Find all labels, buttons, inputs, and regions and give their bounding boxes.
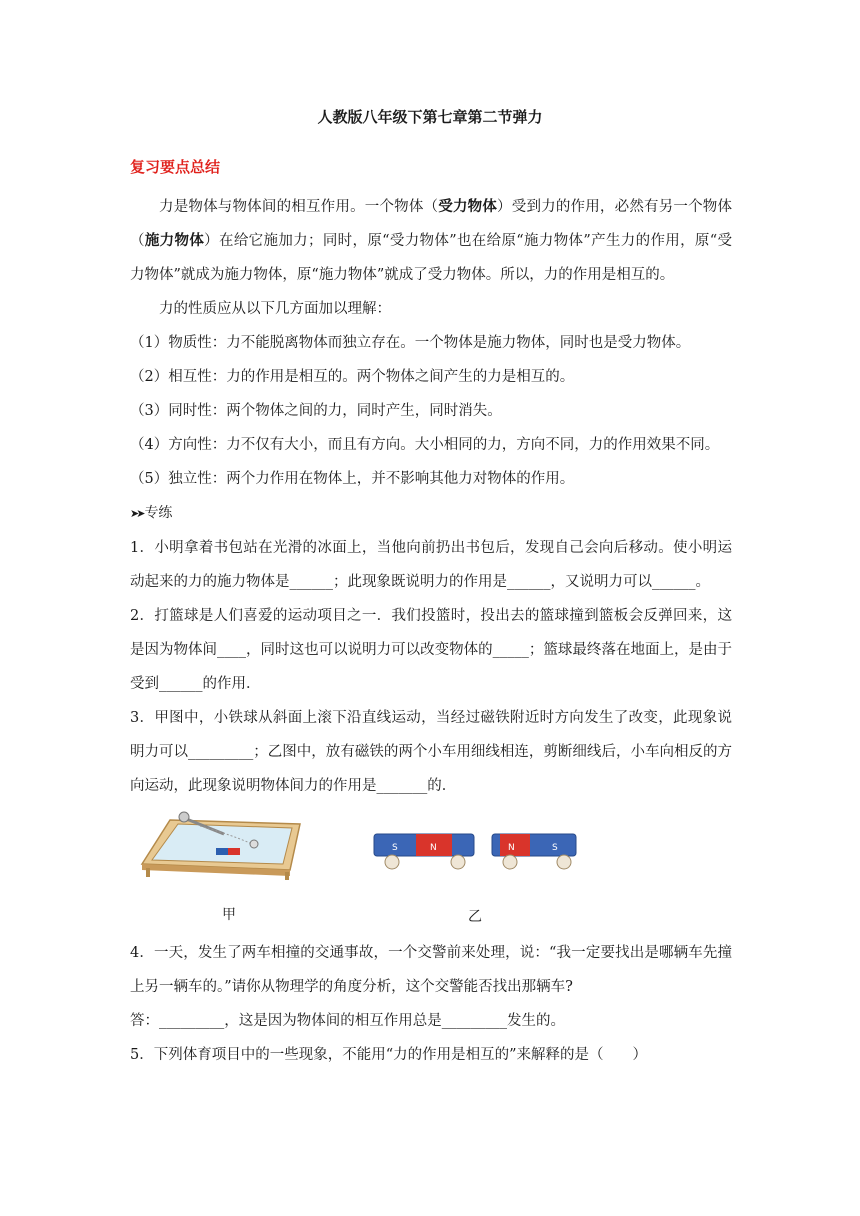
figures-row [130,808,732,928]
main-content [130,190,732,803]
intro-paragraph [130,190,732,292]
tray-magnet-figure [140,808,310,880]
double-arrow-icon: ➤➤ [130,507,143,520]
drill-heading [130,496,732,531]
drill-label: 专练 [144,505,173,521]
question-3: 3．甲图中，小铁球从斜面上滚下沿直线运动，当经过磁铁附近时方向发生了改变，此现象说明力可以_________；乙图中，放有磁铁的两个小车用细线相连，剪断细线后，小车向相反的方向运动，此现象说明物体间力的作用是_______的． [130,710,732,794]
intro-text: ）受到力的作用，必然有另一个物体（ [130,199,733,249]
properties-lead: 力的性质应从以下几方面加以理解： [159,301,391,317]
section-heading: 复习要点总结 [130,158,221,176]
list-item: （4）方向性：力不仅有大小，而且有方向。大小相同的力，方向不同，力的作用效果不同。 [130,437,720,453]
magnet-pole-label: N [430,843,437,853]
lower-content [130,936,732,1072]
intro-text: ）在给它施加力；同时，原“受力物体”也在给原“施力物体”产生力的作用，原“受力物体”就成为施力物体，原“施力物体”就成了受力物体。所以，力的作用是相互的。 [130,233,733,283]
magnet-pole-label: N [508,843,515,853]
figure-caption-right: 乙 [468,909,482,925]
question-2: 2．打篮球是人们喜爱的运动项目之一．我们投篮时，投出去的篮球撞到篮板会反弹回来，这是因为物体间____，同时这也可以说明力可以改变物体的_____；篮球最终落在地面上，是由于受到______的作用． [130,608,732,692]
question-5: 5．下列体育项目中的一些现象，不能用“力的作用是相互的”来解释的是（ ） [130,1047,648,1063]
bold-term-receiver: 受力物体 [438,198,498,215]
intro-text: 力是物体与物体间的相互作用。一个物体（ [159,199,439,215]
list-item: （2）相互性：力的作用是相互的。两个物体之间产生的力是相互的。 [130,369,575,385]
figure-caption-left: 甲 [222,907,236,923]
question-1: 1．小明拿着书包站在光滑的冰面上，当他向前扔出书包后，发现自己会向后移动。使小明运动起来的力的施力物体是______；此现象既说明力的作用是______，又说明力可以______。 [130,540,732,590]
page-title: 人教版八年级下第七章第二节弹力 [317,108,543,126]
magnet-pole-label: S [552,843,558,853]
properties-list [130,326,732,496]
question-4: 4．一天，发生了两车相撞的交通事故，一个交警前来处理，说：“我一定要找出是哪辆车先撞上另一辆车的。”请你从物理学的角度分析，这个交警能否找出那辆车? [130,945,732,995]
question-4-answer: 答：_________，这是因为物体间的相互作用总是_________发生的。 [130,1013,565,1029]
bold-term-exerter: 施力物体 [144,232,205,249]
magnet-pole-label: S [392,843,398,853]
magnet-carts-figure [372,820,580,878]
list-item: （1）物质性：力不能脱离物体而独立存在。一个物体是施力物体，同时也是受力物体。 [130,335,691,351]
list-item: （5）独立性：两个力作用在物体上，并不影响其他力对物体的作用。 [130,471,575,487]
list-item: （3）同时性：两个物体之间的力，同时产生，同时消失。 [130,403,502,419]
